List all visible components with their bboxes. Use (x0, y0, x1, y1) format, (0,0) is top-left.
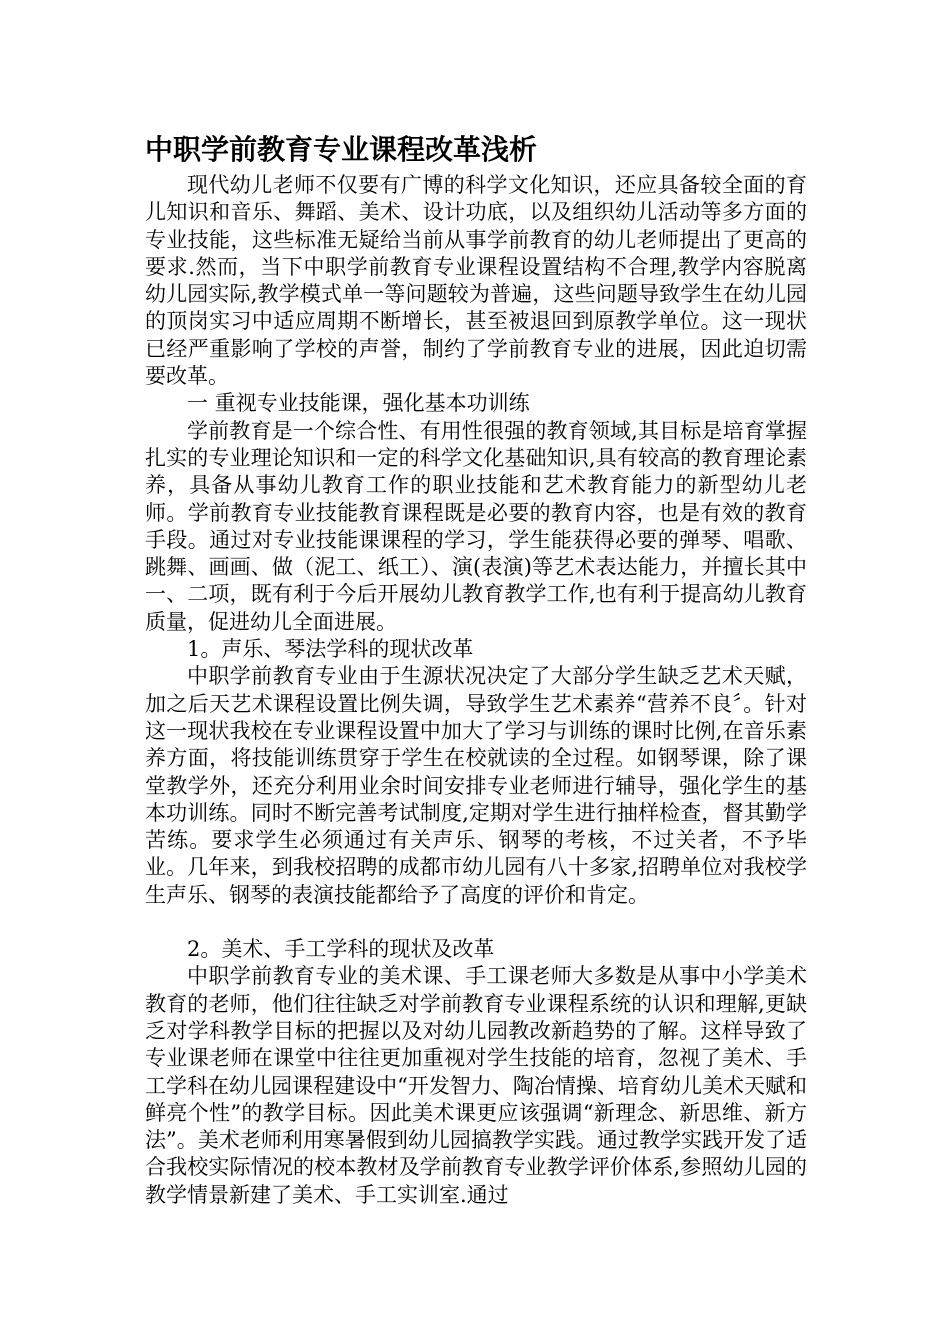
blank-line (145, 909, 807, 936)
document-title: 中职学前教育专业课程改革浅析 (145, 133, 538, 166)
subsection-heading-2: 2。美术、手工学科的现状及改革 (187, 937, 495, 962)
document-page (145, 128, 807, 1209)
section-heading-1: 一 重视专业技能课，强化基本功训练 (187, 391, 530, 416)
subsection-2-paragraph: 中职学前教育专业的美术课、手工课老师大多数是从事中小学美术教育的老师，他们往往缺乏对学前教育专业课程系统的认识和理解,更缺乏对学科教学目标的把握以及对幼儿园教改新趋势的了解。这样导致了专业课老师在课堂中往往更加重视对学生技能的培育，忽视了美术、手工学科在幼儿园课程建设中“开发智力、陶冶情操、培育幼儿美术天赋和鲜亮个性”的教学目标。因此美术课更应该强调“新理念、新思维、新方法”。美术老师利用寒暑假到幼儿园搞教学实践。通过教学实践开发了适合我校实际情况的校本教材及学前教育专业教学评价体系,参照幼儿园的教学情景新建了美术、手工实训室.通过 (145, 964, 807, 1207)
section-1-paragraph: 学前教育是一个综合性、有用性很强的教育领域,其目标是培育掌握扎实的专业理论知识和一定的科学文化基础知识,具有较高的教育理论素养，具备从事幼儿教育工作的职业技能和艺术教育能力的新型幼儿老师。学前教育专业技能教育课程既是必要的教育内容，也是有效的教育手段。通过对专业技能课课程的学习，学生能获得必要的弹琴、唱歌、跳舞、画画、做（泥工、纸工）、演(表演)等艺术表达能力，并擅长其中一、二项，既有利于今后开展幼儿教育教学工作,也有利于提高幼儿教育质量，促进幼儿全面进展。 (145, 418, 807, 634)
subsection-heading-1: 1。声乐、琴法学科的现状改革 (187, 637, 474, 662)
intro-paragraph: 现代幼儿老师不仅要有广博的科学文化知识，还应具备较全面的育儿知识和音乐、舞蹈、美术、设计功底，以及组织幼儿活动等多方面的专业技能，这些标准无疑给当前从事学前教育的幼儿老师提出了更高的要求.然而，当下中职学前教育专业课程设置结构不合理,教学内容脱离幼儿园实际,教学模式单一等问题较为普遍，这些问题导致学生在幼儿园的顶岗实习中适应周期不断增长，甚至被退回到原教学单位。这一现状已经严重影响了学校的声誉，制约了学前教育专业的进展，因此迫切需要改革。 (145, 173, 807, 389)
subsection-1-paragraph: 中职学前教育专业由于生源状况决定了大部分学生缺乏艺术天赋，加之后天艺术课程设置比例失调，导致学生艺术素养“营养不良〞。针对这一现状我校在专业课程设置中加大了学习与训练的课时比例,在音乐素养方面，将技能训练贯穿于学生在校就读的全过程。如钢琴课，除了课堂教学外，还充分利用业余时间安排专业老师进行辅导，强化学生的基本功训练。同时不断完善考试制度,定期对学生进行抽样检查，督其勤学苦练。要求学生必须通过有关声乐、钢琴的考核，不过关者，不予毕业。几年来，到我校招聘的成都市幼儿园有八十多家,招聘单位对我校学生声乐、钢琴的表演技能都给予了高度的评价和肯定。 (145, 664, 807, 907)
